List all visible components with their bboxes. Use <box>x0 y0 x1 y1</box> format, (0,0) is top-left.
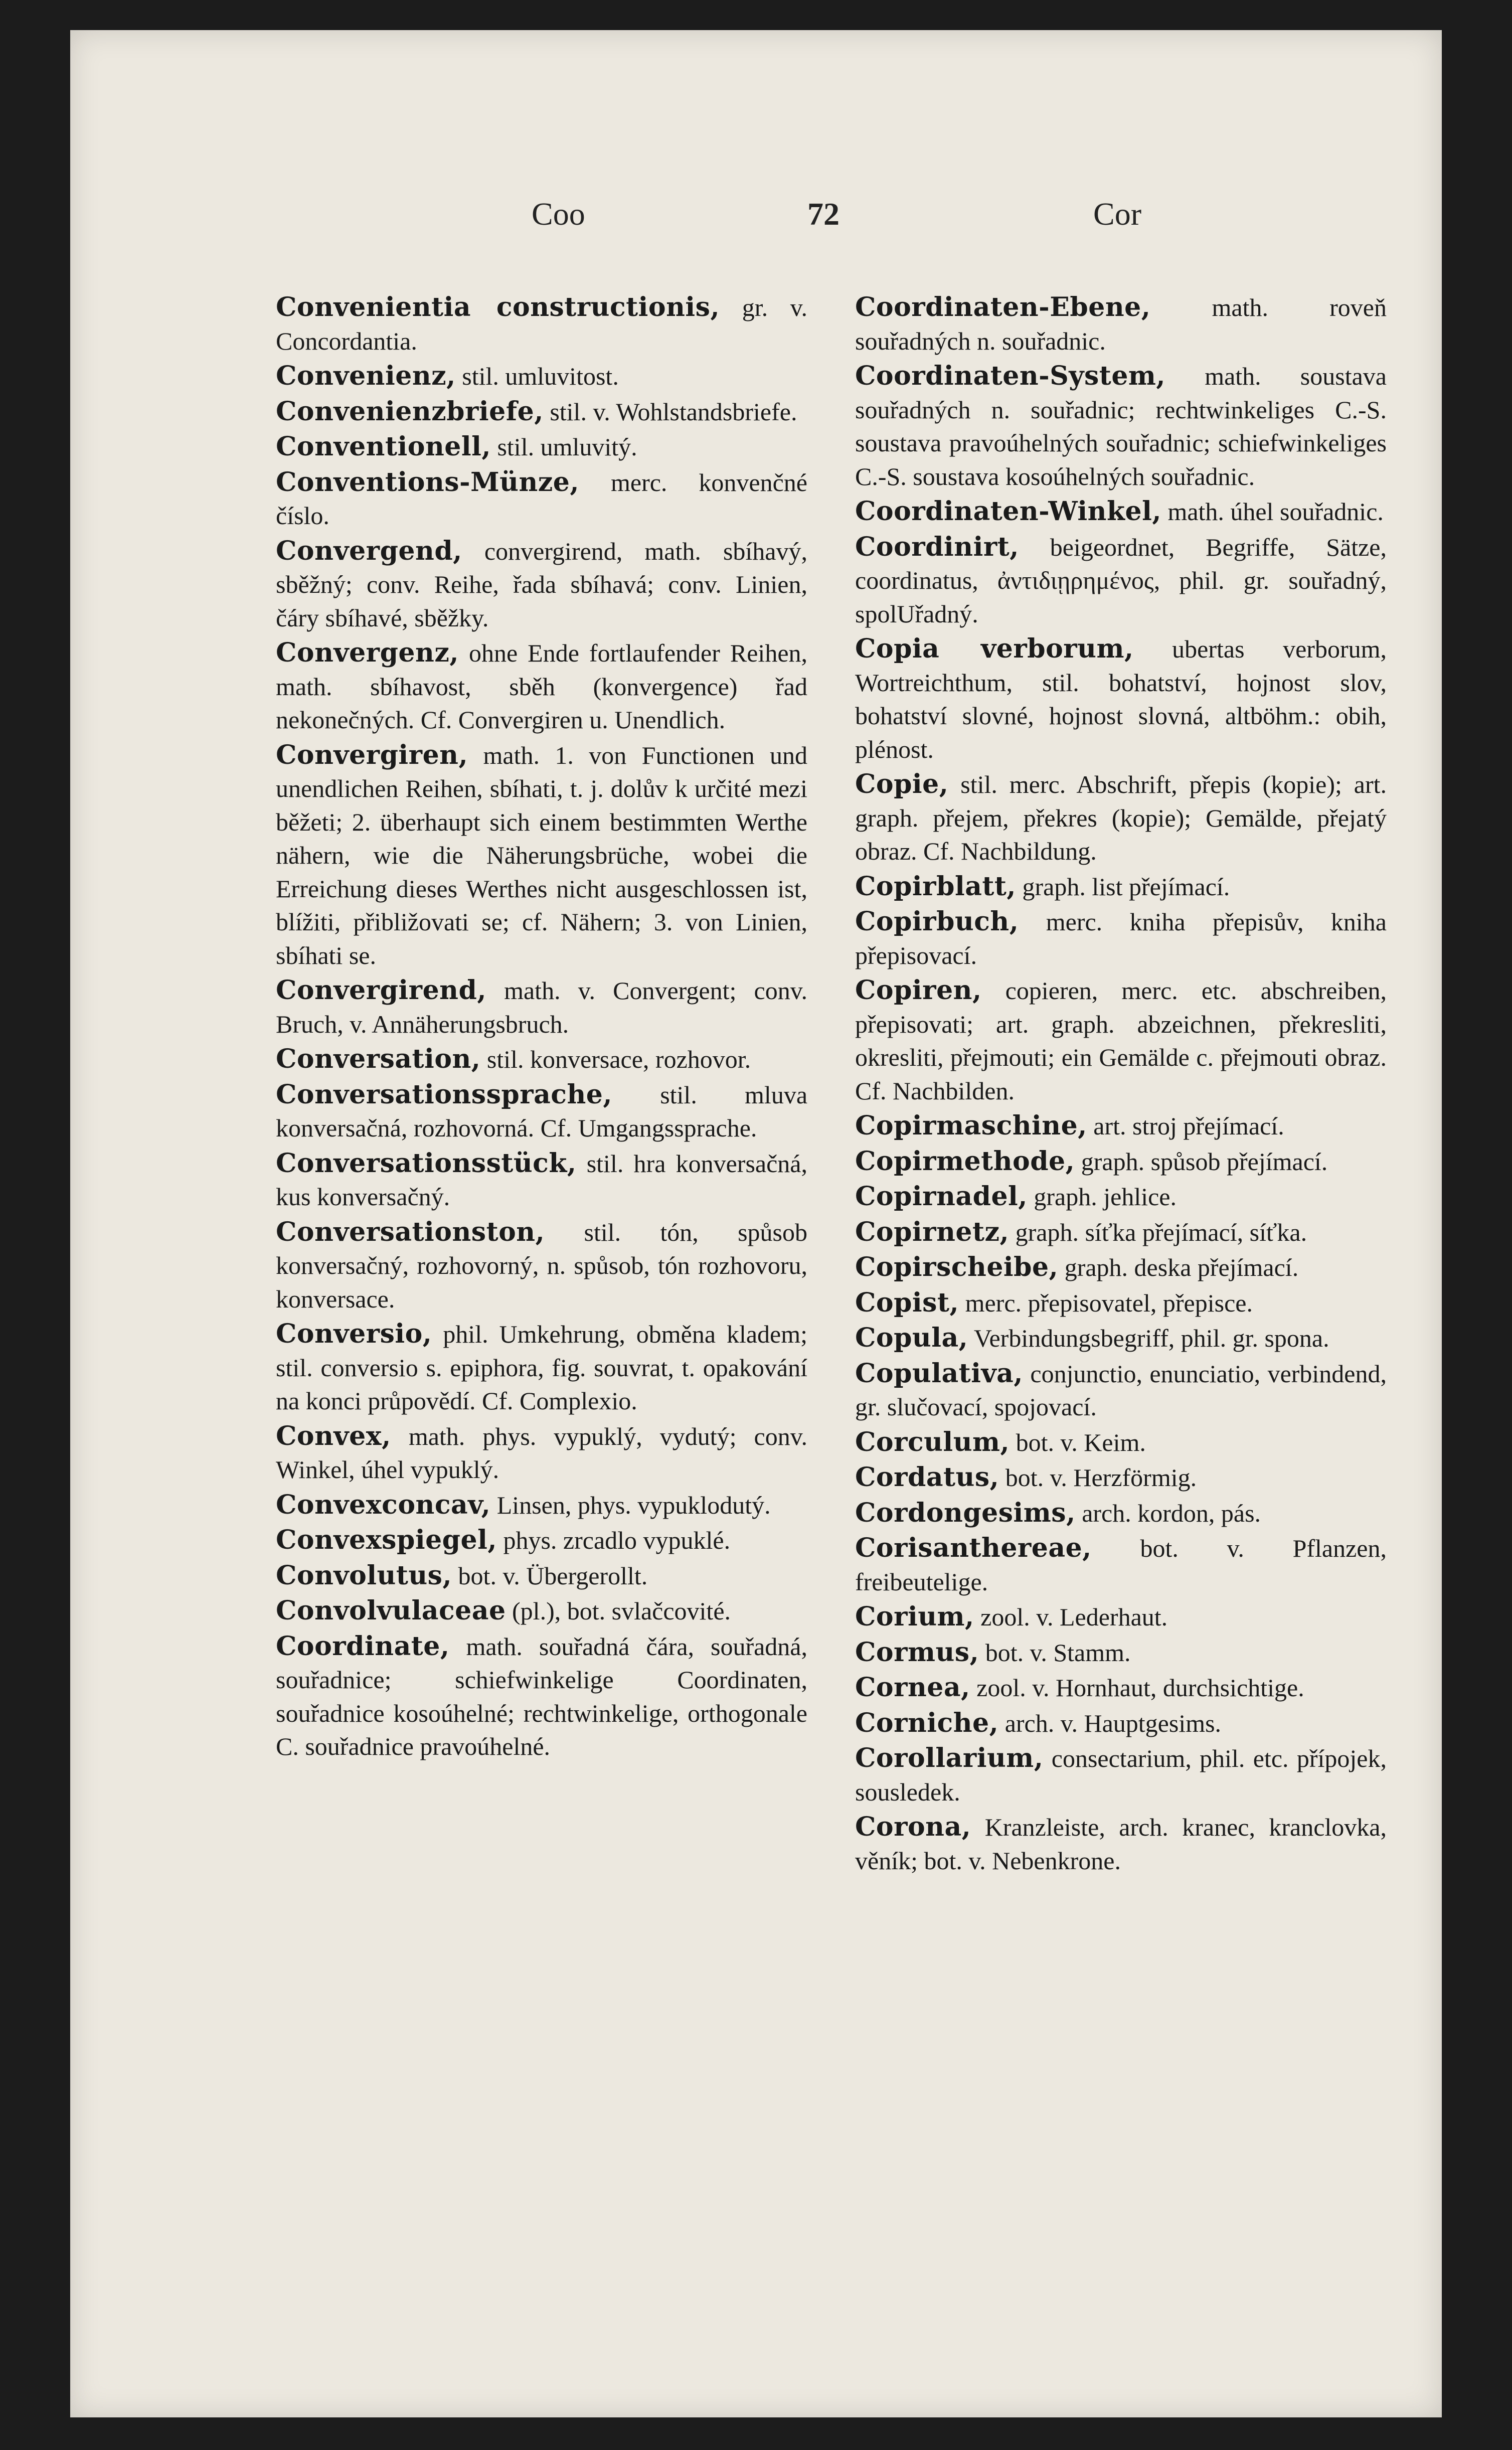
dictionary-entry <box>276 1216 807 1316</box>
entry-definition: zool. v. Lederhaut. <box>980 1603 1168 1631</box>
right-column <box>855 291 1387 1879</box>
entry-definition: graph. deska přejímací. <box>1064 1253 1299 1281</box>
entry-headword: Convolvulaceae <box>276 1595 506 1626</box>
entry-definition: math. soustava souřadných n. souřadnic; rechtwinkeliges C.-S. soustava pravoúhelných souřadnic; schiefwinkeliges C.-S. soustava kosoúhelných souřadnic. <box>855 362 1387 491</box>
entry-definition: conjunctio, enunciatio, verbindend, gr. slučovací, spojovací. <box>855 1359 1387 1421</box>
entry-definition: Kranzleiste, arch. kranec, kranclovka, věník; bot. v. Nebenkrone. <box>855 1813 1387 1875</box>
entry-definition: merc. přepisovatel, přepisce. <box>965 1288 1253 1317</box>
entry-definition: stil. konversace, rozhovor. <box>486 1045 751 1073</box>
entry-headword: Cordongesims, <box>855 1497 1076 1528</box>
entry-headword: Copiren, <box>855 975 982 1006</box>
entry-definition: stil. umluvitost. <box>462 362 619 390</box>
entry-headword: Cordatus, <box>855 1462 999 1493</box>
dictionary-entry <box>855 1707 1387 1740</box>
dictionary-entry <box>276 395 807 429</box>
dictionary-entry <box>276 1147 807 1214</box>
entry-headword: Copula, <box>855 1323 968 1353</box>
entry-definition: (pl.), bot. svlačcovité. <box>512 1597 731 1625</box>
entry-headword: Corisanthereae, <box>855 1533 1092 1563</box>
dictionary-entry <box>855 1426 1387 1459</box>
entry-headword: Cornea, <box>855 1672 970 1703</box>
entry-definition: merc. konvenčné číslo. <box>276 468 807 530</box>
page-number: 72 <box>807 196 839 232</box>
entry-definition: bot. v. Keim. <box>1016 1428 1146 1456</box>
entry-headword: Convexspiegel, <box>276 1525 497 1555</box>
entry-headword: Corona, <box>855 1812 971 1842</box>
entry-headword: Corniche, <box>855 1707 999 1738</box>
entry-headword: Convergiren, <box>276 739 468 770</box>
dictionary-entry <box>855 1322 1387 1355</box>
dictionary-entry <box>855 870 1387 904</box>
dictionary-entry <box>855 1109 1387 1143</box>
entry-headword: Coordinirt, <box>855 531 1019 562</box>
entry-headword: Copia verborum, <box>855 633 1134 664</box>
dictionary-entry <box>276 1043 807 1076</box>
entry-headword: Convexconcav, <box>276 1489 491 1520</box>
header-first-word: Coo <box>532 196 585 232</box>
entry-headword: Convenienz, <box>276 361 456 391</box>
dictionary-entry <box>276 974 807 1041</box>
entry-definition: ohne Ende fortlaufender Reihen, math. sbíhavost, sběh (konvergence) řad nekonečných. Cf. Convergiren u. Unendlich. <box>276 639 808 734</box>
entry-headword: Convergenz, <box>276 637 459 668</box>
dictionary-entry <box>855 1636 1387 1670</box>
entry-definition: stil. v. Wohlstandsbriefe. <box>550 397 797 426</box>
dictionary-entry <box>276 1420 807 1487</box>
dictionary-entry <box>276 1489 807 1522</box>
dictionary-entry <box>276 466 807 533</box>
dictionary-entry <box>855 1497 1387 1530</box>
dictionary-entry <box>855 1145 1387 1179</box>
dictionary-entry <box>855 1286 1387 1320</box>
entry-definition: math. 1. von Functionen und unendlichen Reihen, sbíhati, t. j. dolův k určité mezi běžeti; 2. überhaupt sich einem bestimmten Werthe nähern, wie die Näherungsbrüche, wobei die Erreichung dieses Werthes nicht ausgeschlossen ist, blížiti, přibližovati se; cf. Nähern; 3. von Linien, sbíhati se. <box>276 741 808 969</box>
entry-definition: math. v. Convergent; conv. Bruch, v. Annäherungsbruch. <box>276 976 807 1038</box>
dictionary-entry <box>855 1216 1387 1249</box>
entry-headword: Copirnadel, <box>855 1181 1028 1212</box>
entry-definition: consectarium, phil. etc. přípojek, sousledek. <box>855 1744 1387 1806</box>
entry-definition: graph. spůsob přejímací. <box>1081 1147 1328 1176</box>
entry-headword: Copirblatt, <box>855 871 1017 902</box>
entry-headword: Copirmethode, <box>855 1146 1075 1177</box>
entry-headword: Coordinaten-Winkel, <box>855 496 1161 527</box>
dictionary-entry <box>855 1461 1387 1495</box>
dictionary-entry <box>855 1180 1387 1214</box>
entry-definition: math. souřadná čára, souřadná, souřadnice; schiefwinkelige Coordinaten, souřadnice kosoúhelné; rechtwinkelige, orthogonale C. souřadnice pravoúhelné. <box>276 1632 807 1760</box>
entry-definition: math. úhel souřadnic. <box>1167 498 1384 526</box>
entry-headword: Conventions-Münze, <box>276 466 579 498</box>
entry-headword: Copist, <box>855 1287 959 1318</box>
entry-definition: zool. v. Hornhaut, durchsichtige. <box>976 1674 1304 1702</box>
entry-definition: math. phys. vypuklý, vydutý; conv. Winkel, úhel vypuklý. <box>276 1422 807 1484</box>
entry-definition: stil. hra konversačná, kus konversačný. <box>276 1149 807 1211</box>
entry-headword: Coordinate, <box>276 1630 450 1662</box>
entry-definition: Linsen, phys. vypuklodutý. <box>496 1491 771 1519</box>
dictionary-entry <box>276 1630 807 1763</box>
dictionary-entry <box>276 636 807 737</box>
entry-definition: convergirend, math. sbíhavý, sběžný; conv. Reihe, řada sbíhavá; conv. Linien, čáry sbíhavé, sběžky. <box>276 537 807 632</box>
left-column <box>276 291 807 1765</box>
entry-definition: graph. jehlice. <box>1034 1183 1177 1211</box>
dictionary-entry <box>276 739 807 972</box>
entry-definition: gr. v. Concordantia. <box>276 293 808 355</box>
entry-headword: Cormus, <box>855 1637 979 1668</box>
entry-headword: Copie, <box>855 769 949 799</box>
dictionary-entry <box>855 905 1387 972</box>
dictionary-entry <box>276 535 807 635</box>
entry-definition: Verbindungsbegriff, phil. gr. spona. <box>973 1324 1329 1352</box>
header-last-word: Cor <box>1093 196 1141 232</box>
entry-headword: Coordinaten-System, <box>855 361 1166 391</box>
entry-definition: bot. v. Pflanzen, freibeutelige. <box>855 1534 1387 1596</box>
entry-definition: stil. tón, spůsob konversačný, rozhovorný, n. spůsob, tón rozhovoru, konversace. <box>276 1218 807 1313</box>
entry-headword: Corium, <box>855 1601 974 1632</box>
dictionary-entry <box>855 1357 1387 1424</box>
entry-headword: Corculum, <box>855 1426 1010 1457</box>
entry-definition: graph. síťka přejímací, síťka. <box>1015 1218 1307 1246</box>
dictionary-entry <box>855 1811 1387 1877</box>
dictionary-entry <box>855 1532 1387 1598</box>
entry-definition: ubertas verborum, Wortreichthum, stil. bohatství, hojnost slov, bohatství slovné, hojnost slovná, altböhm.: obih, plénost. <box>855 635 1387 763</box>
running-header <box>70 196 1442 241</box>
dictionary-entry <box>855 360 1387 493</box>
entry-definition: math. roveň souřadných n. souřadnic. <box>855 293 1387 355</box>
entry-headword: Conversio, <box>276 1319 432 1349</box>
entry-headword: Convenientia constructionis, <box>276 292 720 322</box>
dictionary-entry <box>855 291 1387 358</box>
dictionary-entry <box>855 974 1387 1107</box>
entry-headword: Conversationston, <box>276 1216 545 1247</box>
entry-headword: Conversationssprache, <box>276 1079 612 1110</box>
entry-definition: bot. v. Herzförmig. <box>1005 1463 1197 1492</box>
dictionary-entry <box>855 1600 1387 1634</box>
entry-definition: merc. kniha přepisův, kniha přepisovací. <box>855 908 1387 969</box>
entry-headword: Copulativa, <box>855 1358 1023 1389</box>
entry-definition: arch. v. Hauptgesims. <box>1004 1709 1222 1737</box>
dictionary-entry <box>855 1671 1387 1705</box>
entry-headword: Conversation, <box>276 1044 481 1074</box>
dictionary-entry <box>276 1078 807 1145</box>
entry-headword: Coordinaten-Ebene, <box>855 292 1151 322</box>
dictionary-entry <box>276 1559 807 1593</box>
dictionary-entry <box>855 1251 1387 1284</box>
entry-headword: Copirmaschine, <box>855 1110 1087 1141</box>
entry-headword: Copirbuch, <box>855 906 1019 937</box>
dictionary-entry <box>276 360 807 393</box>
entry-definition: stil. umluvitý. <box>497 433 637 461</box>
entry-definition: bot. v. Übergerollt. <box>458 1561 648 1590</box>
dictionary-entry <box>855 632 1387 766</box>
entry-definition: copieren, merc. etc. abschreiben, přepisovati; art. graph. abzeichnen, překresliti, okresliti, přejmouti; ein Gemälde c. přejmouti obraz. Cf. Nachbilden. <box>855 976 1387 1105</box>
entry-definition: art. stroj přejímací. <box>1093 1112 1284 1140</box>
entry-headword: Copirnetz, <box>855 1216 1010 1247</box>
entry-definition: arch. kordon, pás. <box>1082 1499 1261 1527</box>
entry-headword: Convenienzbriefe, <box>276 396 544 427</box>
dictionary-entry <box>276 1524 807 1557</box>
entry-headword: Convergend, <box>276 535 462 566</box>
entry-headword: Conventionell, <box>276 431 491 462</box>
dictionary-entry <box>276 1594 807 1628</box>
entry-definition: graph. list přejímací. <box>1022 872 1230 901</box>
entry-headword: Copirscheibe, <box>855 1252 1059 1282</box>
dictionary-entry <box>855 1742 1387 1809</box>
dictionary-entry <box>276 430 807 464</box>
entry-headword: Corollarium, <box>855 1743 1044 1773</box>
entry-definition: stil. merc. Abschrift, přepis (kopie); art. graph. přejem, překres (kopie); Gemälde, přejatý obraz. Cf. Nachbildung. <box>855 770 1387 865</box>
entry-definition: phil. Umkehrung, obměna kladem; stil. conversio s. epiphora, fig. souvrat, t. opakování na konci průpovědí. Cf. Complexio. <box>276 1320 808 1415</box>
dictionary-entry <box>855 531 1387 631</box>
entry-headword: Convolutus, <box>276 1560 452 1591</box>
entry-headword: Conversationsstück, <box>276 1148 577 1179</box>
entry-definition: beigeordnet, Begriffe, Sätze, coordinatus, ἀντιδιῃρημένος, phil. gr. souřadný, spolUřadný. <box>855 533 1387 628</box>
dictionary-page <box>70 30 1442 2417</box>
dictionary-entry <box>855 768 1387 868</box>
entry-headword: Convex, <box>276 1420 391 1451</box>
entry-definition: stil. mluva konversačná, rozhovorná. Cf. Umgangssprache. <box>276 1080 808 1142</box>
entry-definition: bot. v. Stamm. <box>985 1638 1131 1667</box>
entry-definition: phys. zrcadlo vypuklé. <box>503 1526 731 1554</box>
dictionary-entry <box>276 291 807 358</box>
dictionary-entry <box>276 1318 807 1418</box>
dictionary-entry <box>855 495 1387 529</box>
entry-headword: Convergirend, <box>276 975 486 1006</box>
